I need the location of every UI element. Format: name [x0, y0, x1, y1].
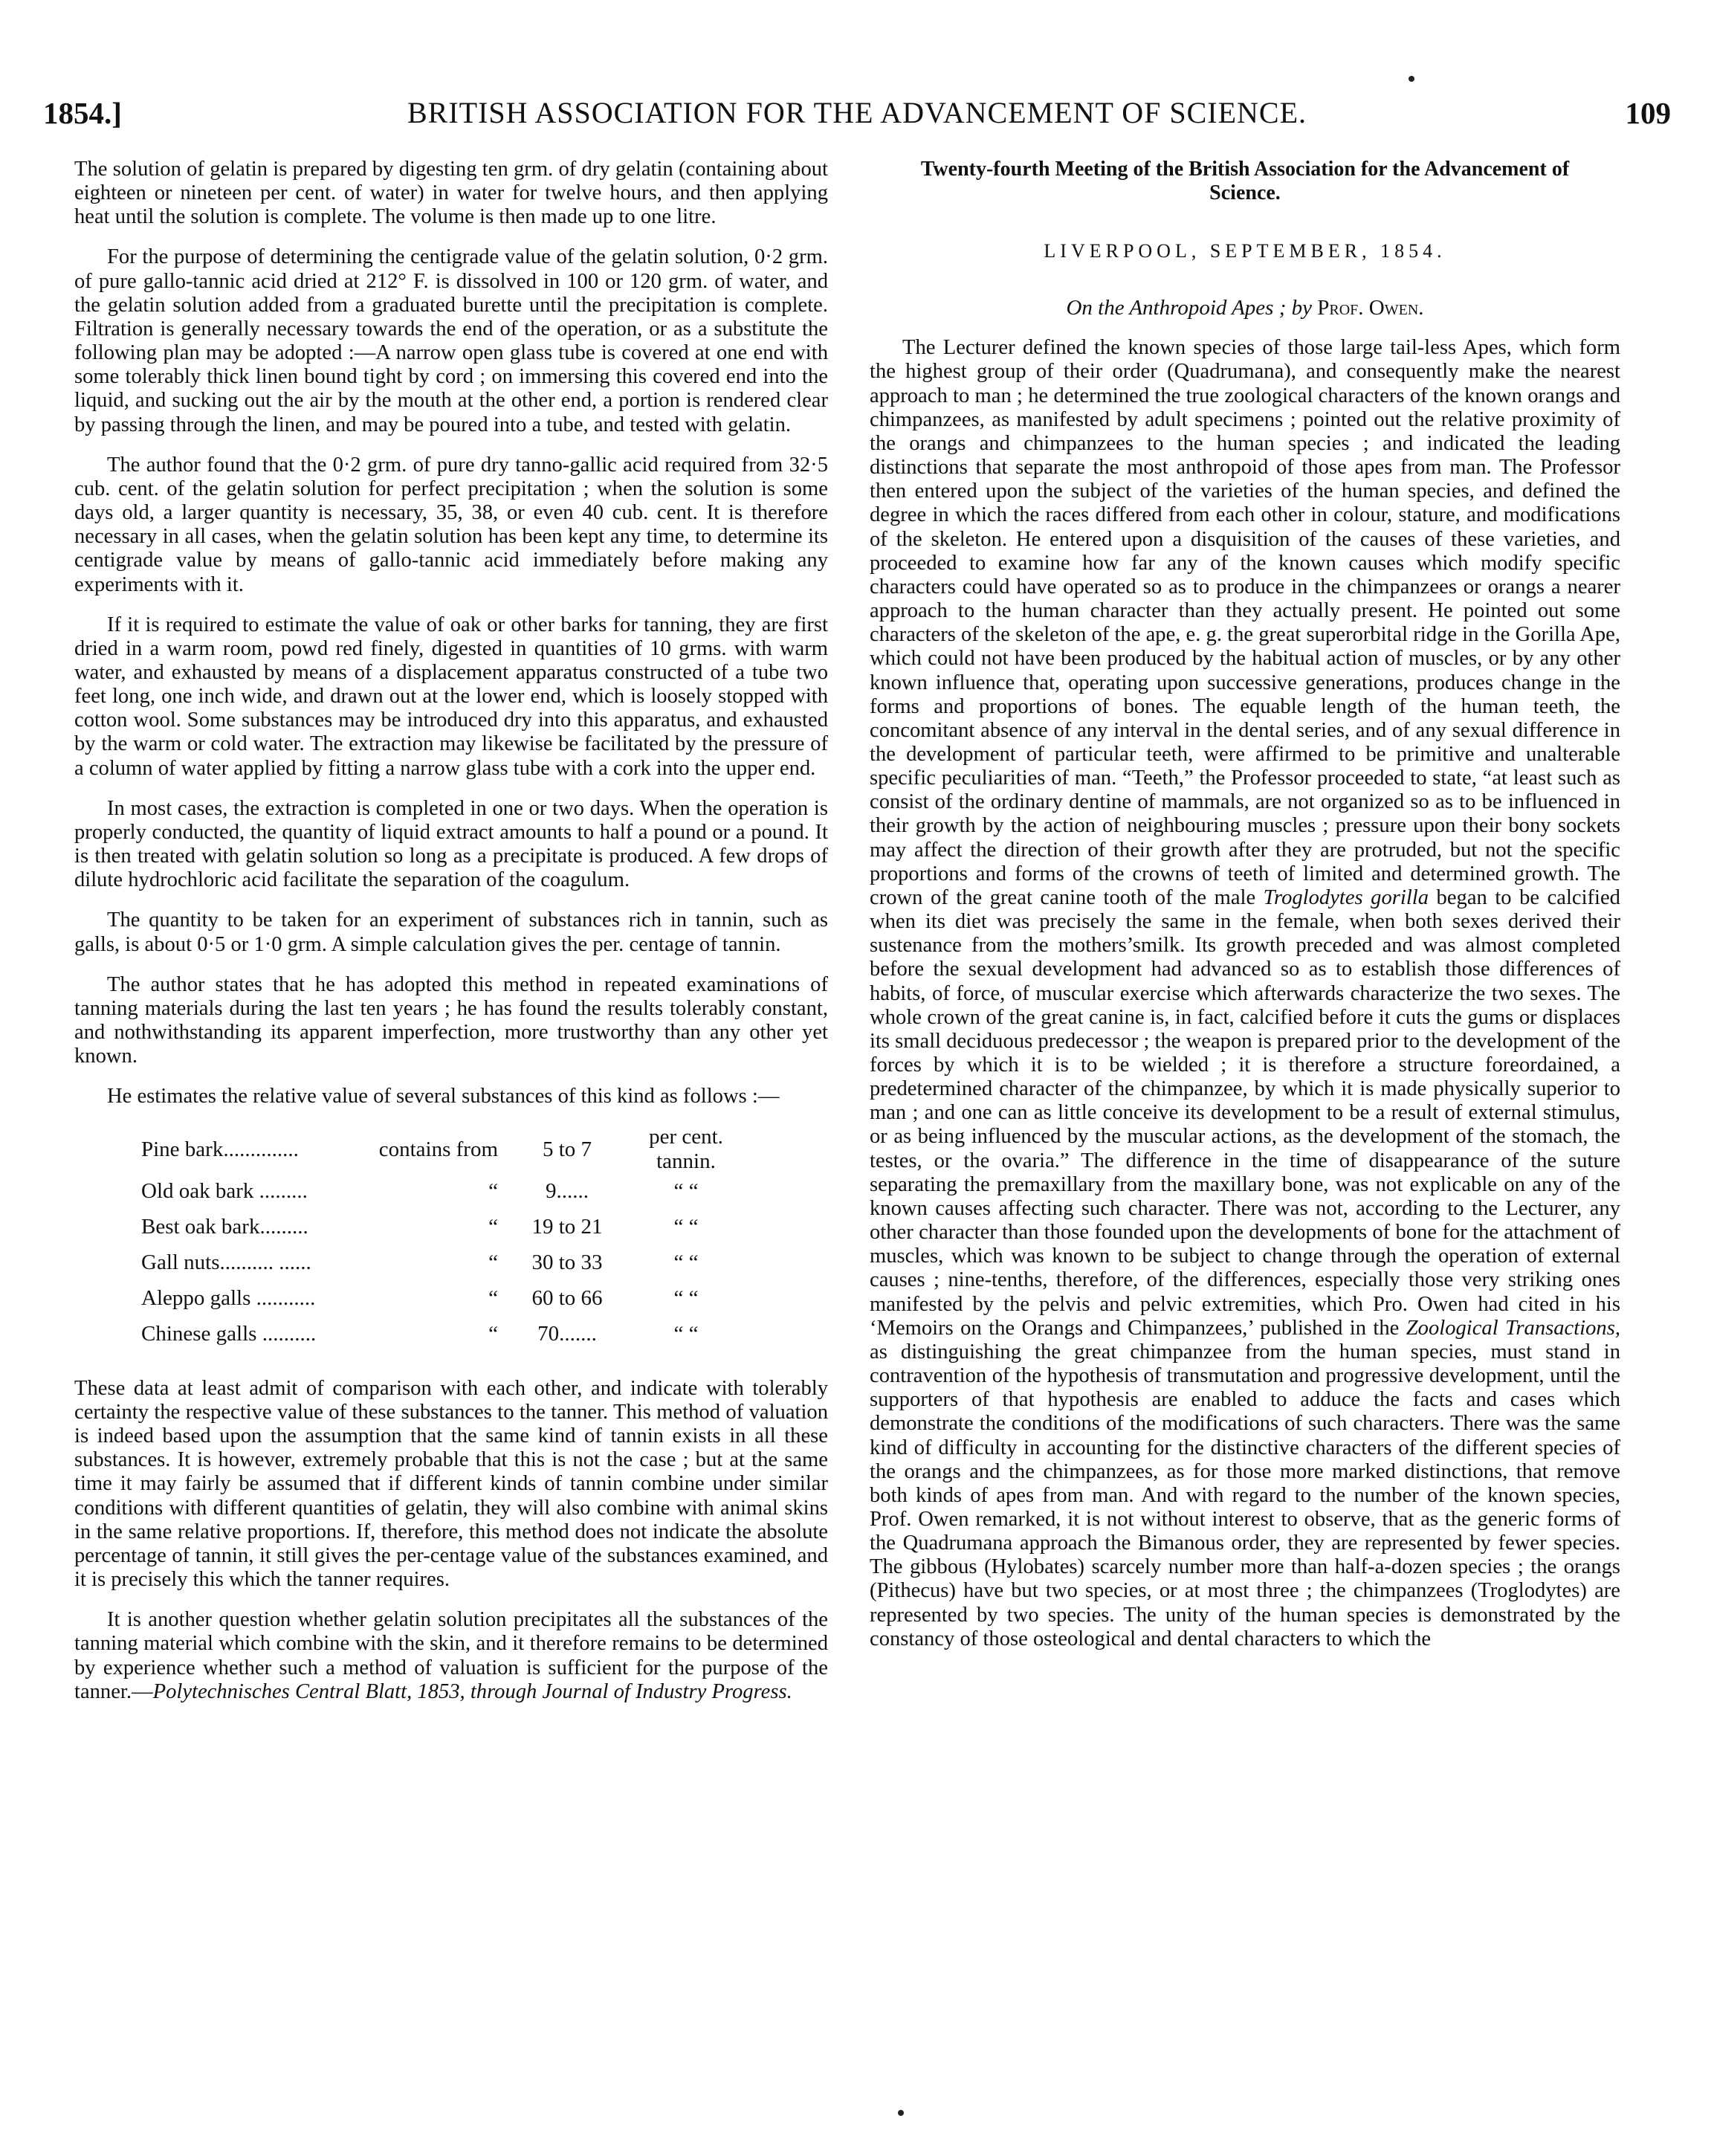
- tannin-table: [141, 1125, 749, 1351]
- table-row: [141, 1173, 749, 1209]
- table-row: [141, 1280, 749, 1316]
- table-cell-substance: Gall nuts.......... ......: [141, 1250, 311, 1274]
- table-cell-unit: “ “: [673, 1214, 699, 1239]
- meeting-place-date: LIVERPOOL, SEPTEMBER, 1854.: [1044, 240, 1446, 262]
- table-cell-range: 9......: [546, 1178, 589, 1203]
- paragraph: The quantity to be taken for an experiment of substances rich in tannin, such as galls, is about 0·5 or 1·0 grm. A simple calculation gives the per. centage of tannin.: [74, 908, 828, 956]
- paragraph: The author found that the 0·2 grm. of pure dry tanno-gallic acid required from 32·5 cub. cent. of the gelatin solution for perfect precipitation ; when the solution is some days old, a larger quantity is necessary, 35, 38, or even 40 cub. cent. It is therefore necessary in all cases, when the gelatin solution has been kept any time, to determine its centigrade value by means of gallo-tannic acid immediately before making any experiments with it.: [74, 453, 828, 596]
- table-cell-range: 60 to 66: [531, 1285, 603, 1310]
- meeting-heading: Twenty-fourth Meeting of the British Association for the Advancement of Science.: [920, 158, 1570, 204]
- table-row: [141, 1316, 749, 1352]
- table-cell-range: 30 to 33: [531, 1250, 603, 1274]
- paper-body-text: as distinguishing the great chimpanzee from the human species, must stand in contravention of the hypothesis of transmutation and progressive development, until the supporters of that hypothesis are enabled to adduce the facts and cases which demonstrate the conditions of the modifications of such characters. There was the same kind of difficulty in accounting for the distinctive characters of the different species of the orangs and the chimpanzees, as for those more marked distinctions, that remove both kinds of apes from man. And with regard to the number of the known species, Prof. Owen remarked, it is not without interest to observe, that as the generic forms of the Quadrumana approach the Bimanous order, they are represented by fewer species. The gibbous (Hylobates) scarcely number more than half-a-dozen species ; the orangs (Pithecus) have but two species, or at most three ; the chimpanzees (Troglodytes) are represented by two species. The unity of the human species is demonstrated by the constancy of those osteological and dental characters to which the: [870, 1340, 1620, 1650]
- table-cell-range: 5 to 7: [542, 1137, 592, 1161]
- page-year: 1854.]: [43, 96, 122, 130]
- table-row: [141, 1245, 749, 1280]
- paper-body-text: The Lecturer defined the known species of those large tail-less Apes, which form the highest group of their order (Quadrumana), and consequently make the nearest approach to man ; he determined the true zoological characters of the known orangs and chimpanzees, as manifested by adult specimens ; pointed out the relative proximity of the orangs and chimpanzees to the human species ; and indicated the leading distinctions that separate the most anthropoid of those apes from man. The Professor then entered upon the subject of the varieties of the human species, and defined the degree in which the races differed from each other in colour, stature, and modifications of the skeleton. He entered upon a disquisition of the causes of these varieties, and proceeded to examine how far any of the known causes which modify specific characters could have operated so as to produce in the chimpanzees or orangs a nearer approach to the human character than they actually present. He pointed out some characters of the skeleton of the ape, e. g. the great superorbital ridge in the Gorilla Ape, which could not have been produced by the habitual action of muscles, or by any other known influence that, operating upon successive generations, produces change in the forms and proportions of bones. The equable length of the human teeth, the concomitant absence of any interval in the dental series, and of any sexual difference in the development of particular teeth, were affirmed to be primitive and unalterable specific peculiarities of man. “Teeth,” the Professor proceeded to state, “at least such as consist of the ordinary dentine of mammals, are not organized so as to be influenced in their growth by the action of neighbouring muscles ; pressure upon their bony sockets may affect the direction of their growth after they are protruded, but not the specific proportions and forms of the crowns of teeth of limited and determined growth. The crown of the great canine tooth of the male: [870, 336, 1620, 909]
- paper-body-text: began to be calcified when its diet was precisely the same in the female, when both sexes derived their sustenance from the mothers’smilk. Its growth preceded and was almost completed before the sexual development had advanced so as to establish those differences of habits, of force, of muscular exercise which afterwards characterize the two sexes. The whole crown of the great canine is, in fact, calcified before it cuts the gums or displaces its small deciduous predecessor ; the weapon is prepared prior to the development of the forces by which it is to be wielded ; it is therefore a structure foreordained, a predetermined character of the chimpanzee, by which it is made physically superior to man ; and one can as little conceive its development to be a result of external stimulus, or as being influenced by the muscular actions, as the development of the stomach, the testes, or the ovaria.” The difference in the time of disappearance of the suture separating the premaxillary from the maxillary bone, was not explicable on any of the known causes affecting such character. There was not, according to the Lecturer, any other character than those founded upon the developments of bone for the attachment of muscles, which was known to be subject to change through the operation of external causes ; nine-tenths, therefore, of the differences, especially those very striking ones manifested by the pelvis and pelvic extremities, which Pro. Owen had cited in his ‘Memoirs on the Orangs and Chimpanzees,’ published in the: [870, 885, 1621, 1340]
- journal-name: Zoological Transactions,: [1406, 1316, 1620, 1340]
- table-cell-from: “: [488, 1285, 498, 1310]
- paragraph: The author states that he has adopted this method in repeated examinations of tanning materials during the last ten years ; he has found the results tolerably constant, and nothwithstanding its apparent imperfection, more trustworthy than any other yet known.: [74, 972, 828, 1068]
- paragraph: In most cases, the extraction is completed in one or two days. When the operation is properly conducted, the quantity of liquid extract amounts to half a pound or a pound. It is then treated with gelatin solution so long as a precipitate is produced. A few drops of dilute hydrochloric acid facilitate the separation of the coagulum.: [74, 796, 828, 892]
- journal-header-title: BRITISH ASSOCIATION FOR THE ADVANCEMENT OF SCIENCE.: [407, 96, 1307, 129]
- paper-body: [870, 336, 1620, 1651]
- paragraph: The solution of gelatin is prepared by digesting ten grm. of dry gelatin (containing about eighteen or nineteen per cent. of water) in water for twelve hours, and then applying heat until the solution is complete. The volume is then made up to one litre.: [74, 158, 828, 229]
- table-cell-substance: Best oak bark.........: [141, 1214, 308, 1239]
- running-head: [43, 95, 1671, 140]
- right-column: [870, 158, 1620, 1669]
- paragraph-text: It is another question whether gelatin solution precipitates all the substances of the tanning material which combine with the skin, and it therefore remains to be determined by experience whether such a method of valuation is sufficient for the purpose of the tanner.—: [74, 1608, 828, 1703]
- paper-author: Prof. Owen.: [1317, 296, 1424, 320]
- table-cell-range: 19 to 21: [531, 1214, 603, 1239]
- source-citation: Polytechnisches Central Blatt, 1853, through Journal of Industry Progress.: [152, 1679, 792, 1703]
- paragraph: For the purpose of determining the centigrade value of the gelatin solution, 0·2 grm. of pure gallo-tannic acid dried at 212° F. is dissolved in 100 or 120 grm. of water, and the gelatin solution added from a graduated burette until the precipitation is complete. Filtration is generally necessary towards the end of the operation, or as a substitute the following plan may be adopted :—A narrow open glass tube is covered at one end with some tolerably thick linen bound tight by cord ; on immersing this covered end into the liquid, and sucking out the air by the mouth at the other end, a portion is rendered clear by passing through the linen, and may be poured into a tube, and tested with gelatin.: [74, 245, 828, 436]
- table-cell-unit: “ “: [673, 1178, 699, 1203]
- table-cell-substance: Aleppo galls ...........: [141, 1285, 316, 1310]
- table-cell-from: “: [488, 1214, 498, 1239]
- table-cell-range: 70.......: [537, 1321, 597, 1346]
- paper-title: [870, 296, 1620, 320]
- table-cell-unit: “ “: [673, 1250, 699, 1274]
- page-number: 109: [1625, 96, 1671, 130]
- table-row: [141, 1209, 749, 1245]
- table-cell-unit: “ “: [673, 1321, 699, 1346]
- ink-speck: [898, 2110, 904, 2116]
- table-cell-substance: Chinese galls ..........: [141, 1321, 317, 1346]
- paragraph-final: [74, 1608, 828, 1704]
- table-cell-substance: Old oak bark .........: [141, 1178, 308, 1203]
- table-cell-substance: Pine bark..............: [141, 1137, 299, 1161]
- table-row: [141, 1125, 749, 1172]
- table-cell-from: “: [488, 1178, 498, 1203]
- table-cell-from: “: [488, 1250, 498, 1274]
- left-column: [74, 158, 828, 1720]
- table-cell-from: “: [488, 1321, 498, 1346]
- species-name: Troglodytes gorilla: [1263, 885, 1429, 909]
- paragraph: These data at least admit of comparison with each other, and indicate with tolerably certainty the respective value of these substances to the tanner. This method of valuation is indeed based upon the assumption that the same kind of tannin exists in all these substances. It is however, extremely probable that this is not the case ; but at the same time it may fairly be assumed that if different kinds of tannin combine under similar conditions with different quantities of gelatin, they will also combine with animal skins in the same relative proportions. If, therefore, this method does not indicate the absolute percentage of tannin, it still gives the per-centage value of the substances examined, and it is precisely this which the tanner requires.: [74, 1376, 828, 1592]
- paragraph: If it is required to estimate the value of oak or other barks for tanning, they are first dried in a warm room, powd red finely, digested in quantities of 10 grms. with warm water, and exhausted by means of a displacement apparatus constructed of a tube two feet long, one inch wide, and drawn out at the lower end, which is loosely stopped with cotton wool. Some substances may be introduced dry into this apparatus, and exhausted by the warm or cold water. The extraction may likewise be facilitated by the pressure of a column of water applied by fitting a narrow glass tube with a cork into the upper end.: [74, 613, 828, 780]
- paper-title-text: On the Anthropoid Apes ; by: [1066, 296, 1312, 320]
- table-cell-from: contains from: [378, 1137, 498, 1161]
- paragraph: He estimates the relative value of several substances of this kind as follows :—: [107, 1085, 780, 1108]
- table-cell-unit: “ “: [673, 1285, 699, 1310]
- table-cell-unit: per cent. tannin.: [649, 1125, 723, 1173]
- ink-speck: [1409, 76, 1414, 82]
